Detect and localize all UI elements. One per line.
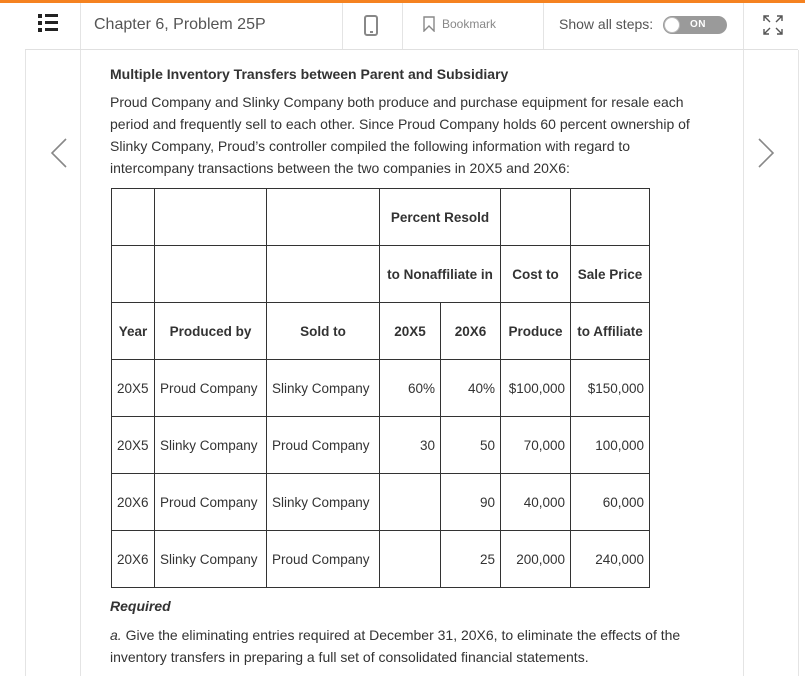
row-pct-20x5 (380, 531, 441, 588)
row-cost: 40,000 (501, 474, 571, 531)
row-year: 20X5 (112, 417, 155, 474)
row-year: 20X6 (112, 474, 155, 531)
table-row (112, 417, 650, 474)
required-part-a (110, 624, 710, 668)
table-header-row (112, 303, 650, 360)
phone-icon[interactable] (364, 15, 378, 36)
row-price: $150,000 (571, 360, 650, 417)
bookmark-button[interactable] (423, 16, 496, 32)
content-left-border (80, 50, 81, 676)
row-cost: 70,000 (501, 417, 571, 474)
table-header-row (112, 189, 650, 246)
year-20x6-header: 20X6 (441, 303, 501, 360)
row-pct-20x5 (380, 474, 441, 531)
table-row (112, 531, 650, 588)
chevron-right-icon[interactable] (756, 137, 776, 169)
part-a-text: Give the eliminating entries required at December 31, 20X6, to eliminate the effects of the inventory transfers in preparing a full set of consolidated financial statements. (110, 627, 681, 665)
row-price: 100,000 (571, 417, 650, 474)
year-header: Year (112, 303, 155, 360)
row-cost: $100,000 (501, 360, 571, 417)
table-header-row (112, 246, 650, 303)
produced-by-header: Produced by (155, 303, 267, 360)
sold-to-header: Sold to (267, 303, 380, 360)
percent-resold-header: Percent Resold (380, 189, 501, 246)
toggle-knob (664, 17, 680, 33)
left-border (25, 50, 26, 676)
chevron-left-icon[interactable] (49, 137, 69, 169)
problem-content (110, 66, 710, 179)
table-row (112, 474, 650, 531)
row-pct-20x6: 40% (441, 360, 501, 417)
to-affiliate-header: to Affiliate (571, 303, 650, 360)
problem-text: Proud Company and Slinky Company both produce and purchase equipment for resale each period and frequently sell to each other. Since Proud Company holds 60 percent ownership of Slinky Company, Proud’s controller compiled the following information with regard to intercompany transactions between the two companies in 20X5 and 20X6: (110, 94, 690, 176)
row-produced-by: Slinky Company (155, 531, 267, 588)
header-divider (80, 3, 81, 49)
menu-list-icon[interactable] (38, 13, 60, 33)
problem-title: Multiple Inventory Transfers between Parent and Subsidiary (110, 66, 509, 82)
row-pct-20x5: 60% (380, 360, 441, 417)
row-year: 20X5 (112, 360, 155, 417)
required-heading: Required (110, 598, 171, 614)
row-produced-by: Proud Company (155, 474, 267, 531)
content-right-border (743, 50, 744, 676)
row-sold-to: Proud Company (267, 417, 380, 474)
expand-icon[interactable] (762, 14, 784, 36)
produce-header: Produce (501, 303, 571, 360)
row-pct-20x6: 25 (441, 531, 501, 588)
page-title: Chapter 6, Problem 25P (94, 16, 266, 33)
bookmark-icon (423, 16, 435, 32)
table-row (112, 360, 650, 417)
row-price: 240,000 (571, 531, 650, 588)
cost-to-header: Cost to (501, 246, 571, 303)
header-divider (543, 3, 544, 49)
row-cost: 200,000 (501, 531, 571, 588)
row-pct-20x6: 90 (441, 474, 501, 531)
bookmark-label: Bookmark (442, 17, 497, 31)
sale-price-header: Sale Price (571, 246, 650, 303)
show-steps-label: Show all steps: (559, 16, 654, 32)
row-price: 60,000 (571, 474, 650, 531)
row-pct-20x6: 50 (441, 417, 501, 474)
toggle-state: ON (690, 19, 706, 30)
header-divider (402, 3, 403, 49)
row-produced-by: Slinky Company (155, 417, 267, 474)
row-sold-to: Proud Company (267, 531, 380, 588)
year-20x5-header: 20X5 (380, 303, 441, 360)
row-sold-to: Slinky Company (267, 474, 380, 531)
transfers-table (111, 188, 650, 588)
row-year: 20X6 (112, 531, 155, 588)
row-produced-by: Proud Company (155, 360, 267, 417)
show-steps-toggle[interactable] (663, 16, 727, 34)
to-nonaffiliate-header: to Nonaffiliate in (380, 246, 501, 303)
row-pct-20x5: 30 (380, 417, 441, 474)
part-a-label: a. (110, 627, 122, 643)
row-sold-to: Slinky Company (267, 360, 380, 417)
header-divider (342, 3, 343, 49)
right-border (798, 50, 799, 676)
header-divider (743, 3, 744, 49)
